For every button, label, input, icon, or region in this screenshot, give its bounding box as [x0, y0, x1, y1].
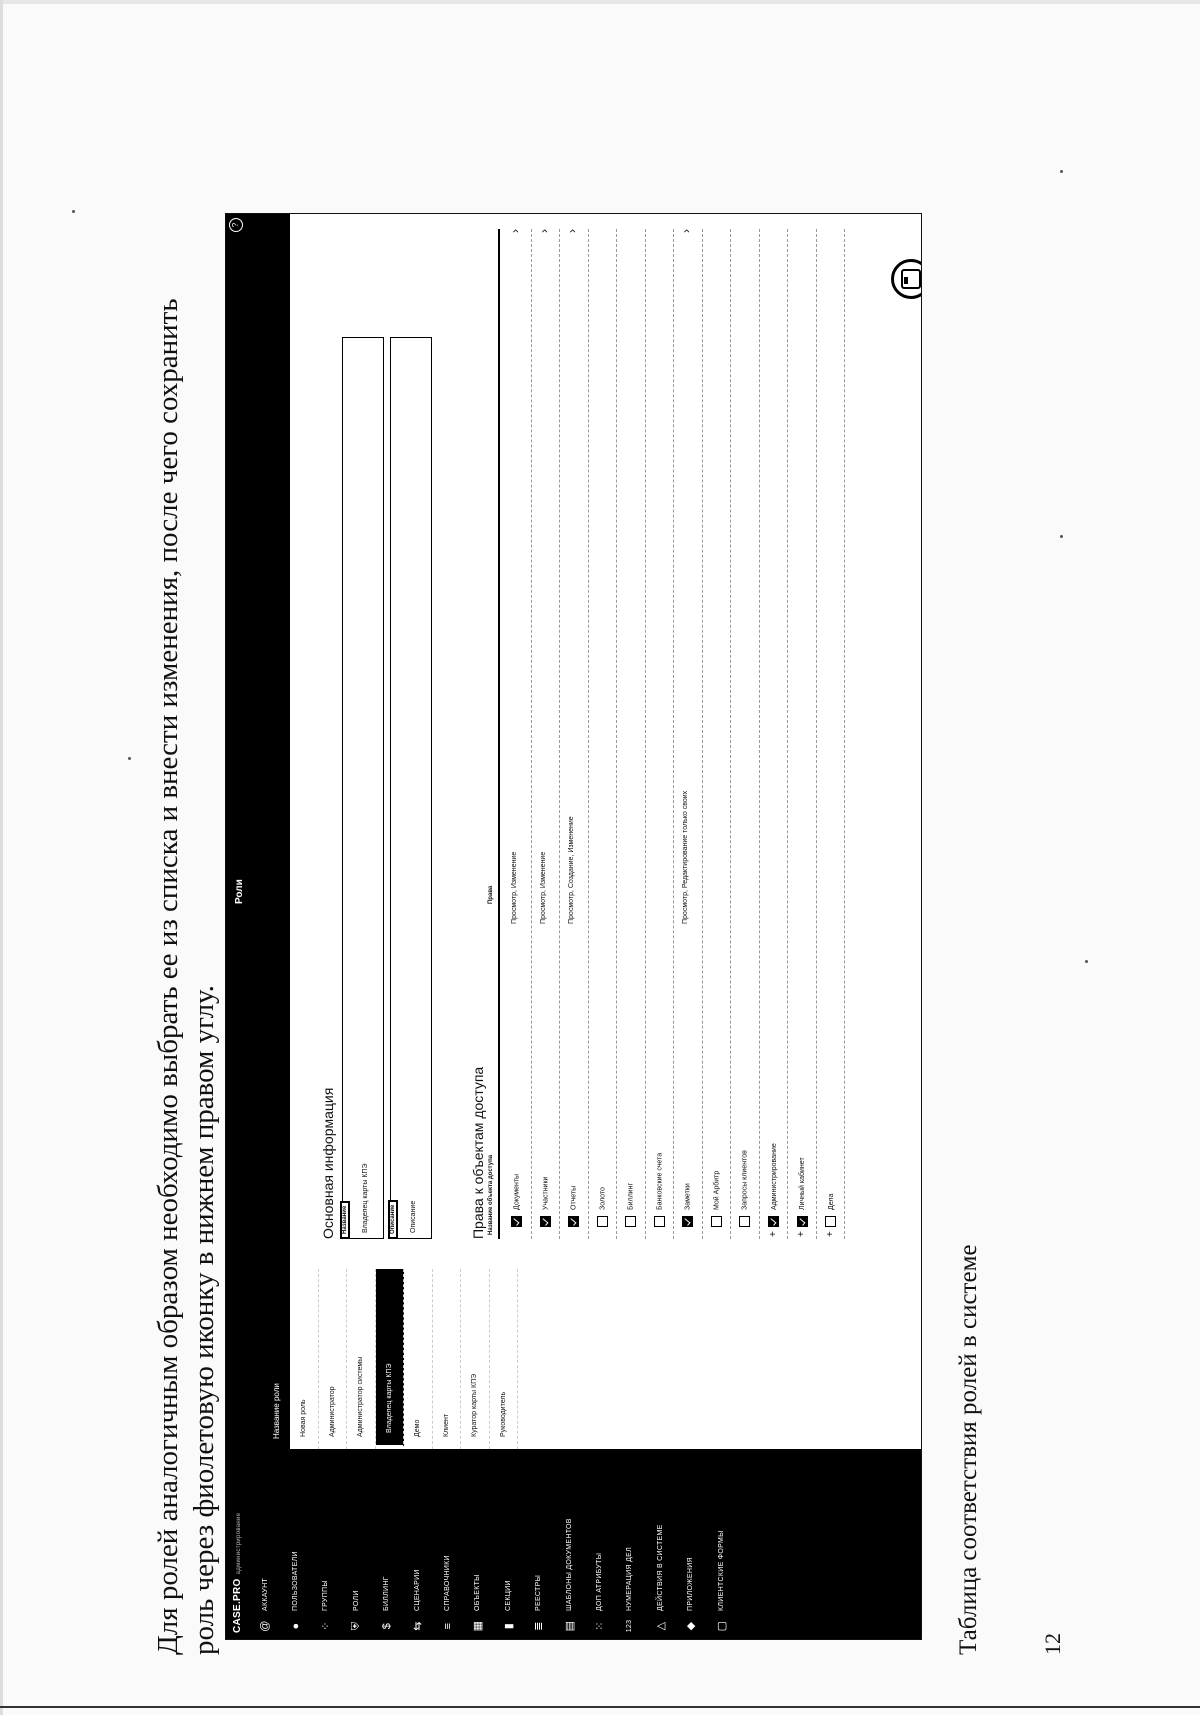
sidebar-item[interactable] — [554, 1449, 584, 1639]
rights-row — [768, 1143, 780, 1237]
sidebar-item-label: РЕЕСТРЫ — [535, 1574, 543, 1611]
rights-row-divider — [702, 229, 703, 1239]
page-number: 12 — [1040, 1633, 1065, 1655]
rights-row-divider — [844, 229, 845, 1239]
document-template-icon: ▤ — [563, 1620, 576, 1632]
access-object-name: Документы — [513, 1173, 521, 1210]
access-object-name: Участники — [541, 1176, 549, 1210]
numbering-icon: 123 — [626, 1619, 634, 1633]
sidebar-item[interactable] — [706, 1449, 736, 1639]
access-checkbox[interactable] — [625, 1216, 636, 1227]
rights-row — [739, 1150, 750, 1237]
list-icon: ≡ — [441, 1622, 454, 1630]
dollar-icon: $ — [380, 1622, 393, 1630]
access-object-name: Золото — [598, 1187, 606, 1210]
rights-row-divider — [559, 229, 560, 1239]
expand-icon[interactable]: + — [796, 1231, 807, 1237]
access-checkbox[interactable] — [511, 1216, 522, 1227]
intro-line-1: Для ролей аналогичным образом необходимо выбрать ее из списка и внести изменения, после чего сохранить — [152, 298, 184, 1655]
sidebar-nav — [250, 1449, 736, 1639]
access-checkbox[interactable] — [797, 1216, 808, 1227]
access-object-name: Запросы клиентов — [741, 1150, 749, 1210]
sidebar-item-label: ОБЪЕКТЫ — [474, 1574, 482, 1611]
rights-row — [597, 1187, 608, 1237]
warning-icon: △ — [654, 1621, 667, 1631]
rights-row — [654, 1153, 665, 1237]
description-field-value: Описание — [410, 1200, 417, 1233]
col-object-header: Название объекта доступа — [488, 1154, 494, 1235]
rights-row — [540, 1177, 551, 1237]
role-list-item[interactable]: Клиент — [433, 1269, 462, 1449]
sidebar-item-label: БИЛЛИНГ — [383, 1576, 391, 1611]
sidebar-item[interactable] — [280, 1449, 310, 1639]
access-checkbox[interactable] — [597, 1216, 608, 1227]
rights-row — [825, 1194, 837, 1237]
page-title: Роли — [234, 879, 245, 904]
name-field-label: Название — [340, 1201, 350, 1239]
col-rights-header: Права — [488, 885, 494, 904]
rights-row-divider — [531, 229, 532, 1239]
scan-speck — [72, 210, 75, 213]
access-object-name: Отчеты — [570, 1185, 578, 1210]
scan-edge-top — [0, 0, 1200, 4]
brand-subtitle: администрирование — [236, 1512, 242, 1575]
access-checkbox[interactable] — [568, 1216, 579, 1227]
access-checkbox[interactable] — [825, 1216, 836, 1227]
access-rights-value[interactable]: Просмотр, Редактирование только своих — [682, 790, 689, 924]
sidebar-item-label: ДОП АТРИБУТЫ — [595, 1552, 603, 1611]
user-icon: ● — [289, 1622, 302, 1630]
rights-row-divider — [759, 229, 760, 1239]
sidebar-item[interactable] — [615, 1449, 645, 1639]
rights-row-divider — [730, 229, 731, 1239]
access-checkbox[interactable] — [682, 1216, 693, 1227]
role-list-item[interactable]: Администратор системы — [347, 1269, 376, 1449]
rights-row-divider — [616, 229, 617, 1239]
help-icon[interactable]: ? — [229, 218, 243, 232]
sidebar-item-label: РОЛИ — [352, 1590, 360, 1611]
expand-icon[interactable]: + — [767, 1231, 779, 1237]
scan-edge-left — [0, 0, 3, 1715]
sidebar-item-label: КЛИЕНТСКИЕ ФОРМЫ — [717, 1530, 725, 1611]
sidebar-item[interactable] — [493, 1449, 523, 1639]
access-object-name: Биллинг — [627, 1182, 635, 1210]
description-field-label: Описание — [388, 1200, 398, 1239]
expand-icon[interactable]: + — [824, 1231, 836, 1237]
rights-row-divider — [588, 229, 589, 1239]
chevron-down-icon[interactable]: › — [508, 229, 522, 233]
rotated-page — [150, 125, 1150, 1685]
users-icon: ⁘ — [320, 1621, 333, 1631]
sidebar-item[interactable] — [645, 1449, 675, 1639]
sidebar-item[interactable] — [311, 1449, 341, 1639]
scan-line-bottom — [0, 1706, 1200, 1708]
access-object-name: Администрирование — [770, 1143, 778, 1210]
chevron-down-icon[interactable]: › — [565, 229, 579, 233]
access-checkbox[interactable] — [654, 1216, 665, 1227]
role-detail — [290, 214, 921, 1259]
name-field-value: Владелец карты КПЭ — [362, 1163, 369, 1233]
rights-row-divider — [673, 229, 674, 1239]
rights-row-divider — [787, 229, 788, 1239]
description-field[interactable] — [390, 337, 432, 1239]
access-rights-value[interactable]: Просмотр, Создание, Изменение — [568, 816, 575, 924]
sidebar-item[interactable] — [250, 1449, 280, 1639]
role-list-item[interactable]: Владелец карты КПЭ — [376, 1269, 405, 1449]
save-icon-glyph — [901, 269, 921, 289]
access-object-name: Личный кабинет — [799, 1157, 806, 1210]
sidebar-item[interactable] — [372, 1449, 402, 1639]
diamond-icon: ◆ — [685, 1621, 698, 1631]
rights-row-divider — [816, 229, 817, 1239]
access-rights-value[interactable]: Просмотр, Изменение — [539, 851, 547, 924]
scan-speck — [128, 757, 131, 760]
access-rights-value[interactable]: Просмотр, Изменение — [511, 851, 518, 924]
chevron-down-icon[interactable]: › — [536, 229, 551, 233]
roles-list-header: Название роли — [272, 1383, 281, 1439]
intro-paragraph — [150, 155, 222, 1655]
main-info-heading: Основная информация — [320, 1087, 336, 1239]
section-icon: ▮ — [502, 1622, 515, 1630]
at-icon: @ — [259, 1620, 272, 1632]
role-list-item[interactable]: Куратор карты КПЭ — [461, 1269, 490, 1449]
sidebar-item-label: НУМЕРАЦИЯ ДЕЛ — [626, 1547, 634, 1611]
sidebar-item-label: СПРАВОЧНИКИ — [444, 1555, 452, 1611]
rights-row — [796, 1157, 808, 1237]
sidebar-item-label: ДЕЙСТВИЯ В СИСТЕМЕ — [656, 1524, 664, 1611]
sidebar-item[interactable] — [463, 1449, 493, 1639]
table-caption: Таблица соответствия ролей в системе — [955, 1244, 982, 1655]
sidebar-item-label: СЕКЦИИ — [504, 1580, 512, 1611]
app-screenshot — [225, 213, 922, 1640]
registry-icon: ≣ — [533, 1621, 546, 1631]
sidebar-item-label: ПОЛЬЗОВАТЕЛИ — [292, 1551, 300, 1611]
intro-line-2: роль через фиолетовую иконку в нижнем правом углу. — [188, 985, 220, 1655]
sidebar-item-label: СЦЕНАРИИ — [413, 1569, 421, 1611]
rights-row — [625, 1183, 636, 1237]
access-object-name: Заметки — [684, 1183, 692, 1210]
save-icon[interactable] — [891, 259, 922, 299]
sidebar-item-label: ГРУППЫ — [322, 1580, 330, 1611]
role-list-item[interactable]: Администратор — [319, 1269, 348, 1449]
rights-heading: Права к объектам доступа — [470, 1066, 486, 1239]
brand-name: CASE.PRO — [232, 1578, 243, 1633]
access-checkbox[interactable] — [540, 1216, 551, 1227]
sidebar-item-label: АККАУНТ — [261, 1577, 269, 1611]
sidebar-item[interactable] — [432, 1449, 462, 1639]
grid-icon: ⁙ — [593, 1621, 606, 1631]
sidebar — [226, 1449, 921, 1639]
roles-list — [290, 1269, 518, 1449]
chevron-down-icon[interactable]: › — [679, 229, 693, 233]
sidebar-item-label: ПРИЛОЖЕНИЯ — [687, 1557, 695, 1611]
rights-row — [711, 1171, 722, 1237]
role-list-item[interactable]: Новая роль — [290, 1269, 319, 1449]
access-checkbox[interactable] — [768, 1216, 779, 1227]
name-field[interactable] — [342, 337, 384, 1239]
header-bar — [226, 214, 290, 1449]
form-icon: ▢ — [715, 1620, 728, 1632]
shield-icon: ⛨ — [349, 1621, 362, 1631]
sidebar-item[interactable] — [524, 1449, 554, 1639]
sidebar-item[interactable] — [341, 1449, 371, 1639]
sidebar-item[interactable] — [584, 1449, 614, 1639]
sidebar-item[interactable] — [402, 1449, 432, 1639]
access-object-name: Мой Арбитр — [712, 1170, 720, 1210]
sidebar-item[interactable] — [675, 1449, 705, 1639]
flow-icon: ⇆ — [411, 1621, 424, 1631]
rights-row — [568, 1186, 579, 1237]
access-object-name: Банковские счета — [655, 1152, 663, 1210]
rights-grid-header-line — [498, 229, 500, 1239]
rights-row — [511, 1174, 522, 1237]
access-object-name: Дела — [827, 1193, 835, 1210]
role-list-item[interactable]: Руководитель — [490, 1269, 519, 1449]
objects-icon: ▦ — [472, 1620, 485, 1632]
rights-row — [682, 1183, 693, 1237]
access-checkbox[interactable] — [711, 1216, 722, 1227]
access-checkbox[interactable] — [739, 1216, 750, 1227]
role-list-item[interactable]: Демо — [404, 1269, 433, 1449]
rights-row-divider — [645, 229, 646, 1239]
brand — [226, 1449, 250, 1639]
sidebar-item-label: ШАБЛОНЫ ДОКУМЕНТОВ — [565, 1518, 573, 1611]
